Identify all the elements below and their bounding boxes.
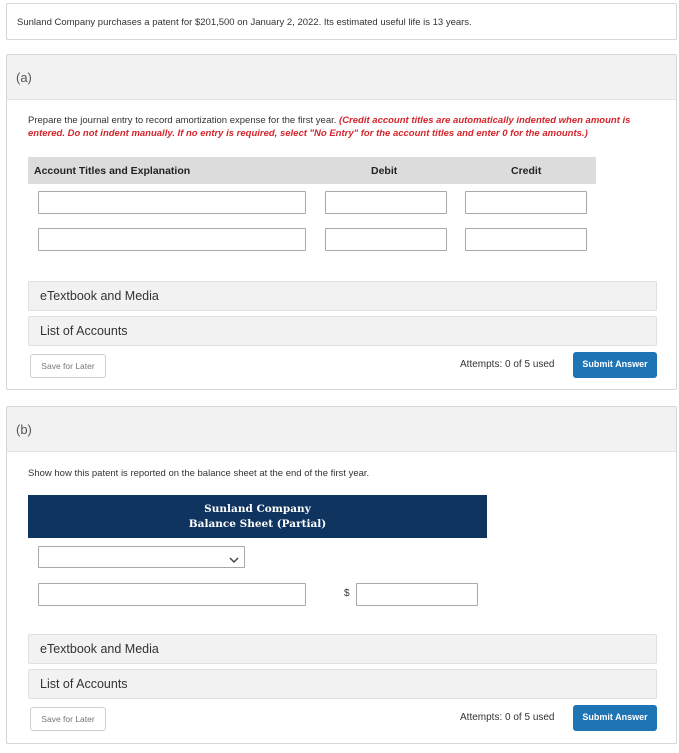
attempts-counter-b: Attempts: 0 of 5 used xyxy=(460,712,555,723)
col-credit-header: Credit xyxy=(511,165,542,177)
col-account-header: Account Titles and Explanation xyxy=(34,165,191,177)
problem-panel xyxy=(6,3,677,40)
etextbook-bar-b[interactable] xyxy=(28,634,657,664)
part-b-panel xyxy=(6,406,677,744)
attempts-counter-a: Attempts: 0 of 5 used xyxy=(460,359,555,370)
list-accounts-bar-b[interactable] xyxy=(28,669,657,699)
part-a-label: (a) xyxy=(16,70,32,85)
balance-sheet-item-input[interactable] xyxy=(38,583,306,606)
list-accounts-label-b: List of Accounts xyxy=(40,677,128,691)
part-a-note: (Credit account titles are automatically indented when amount is entered. Do not indent manually. If no entry is required, select "No Entry" for the account titles and enter 0 for the amounts.) xyxy=(28,115,631,139)
part-a-panel xyxy=(6,54,677,390)
etextbook-bar-a[interactable] xyxy=(28,281,657,311)
credit-input-2[interactable] xyxy=(465,228,587,251)
etextbook-label-b: eTextbook and Media xyxy=(40,642,159,656)
account-title-input-2[interactable] xyxy=(38,228,306,251)
etextbook-label-a: eTextbook and Media xyxy=(40,289,159,303)
part-a-header xyxy=(7,55,676,100)
submit-answer-button-b[interactable]: Submit Answer xyxy=(573,705,657,731)
balance-sheet-header xyxy=(28,495,487,538)
account-select[interactable] xyxy=(38,546,245,568)
currency-symbol: $ xyxy=(344,588,350,599)
credit-input-1[interactable] xyxy=(465,191,587,214)
list-accounts-bar-a[interactable] xyxy=(28,316,657,346)
save-for-later-button-b[interactable]: Save for Later xyxy=(30,707,106,731)
list-accounts-label-a: List of Accounts xyxy=(40,324,128,338)
account-title-input-1[interactable] xyxy=(38,191,306,214)
balance-sheet-title: Balance Sheet (Partial) xyxy=(188,518,327,530)
part-a-instruction: Prepare the journal entry to record amortization expense for the first year. xyxy=(28,115,337,126)
part-b-label: (b) xyxy=(16,422,32,437)
debit-input-1[interactable] xyxy=(325,191,447,214)
journal-table-header xyxy=(28,157,596,184)
balance-sheet-company: Sunland Company xyxy=(204,503,311,515)
submit-answer-button-a[interactable]: Submit Answer xyxy=(573,352,657,378)
amount-input[interactable] xyxy=(356,583,478,606)
col-debit-header: Debit xyxy=(371,165,398,177)
part-b-instruction: Show how this patent is reported on the balance sheet at the end of the first year. xyxy=(28,468,370,479)
debit-input-2[interactable] xyxy=(325,228,447,251)
chevron-down-icon xyxy=(229,552,239,570)
save-for-later-button-a[interactable]: Save for Later xyxy=(30,354,106,378)
part-a-instruction-block xyxy=(28,114,648,140)
problem-text: Sunland Company purchases a patent for $201,500 on January 2, 2022. Its estimated useful life is 13 years. xyxy=(17,17,472,28)
part-b-header xyxy=(7,407,676,452)
